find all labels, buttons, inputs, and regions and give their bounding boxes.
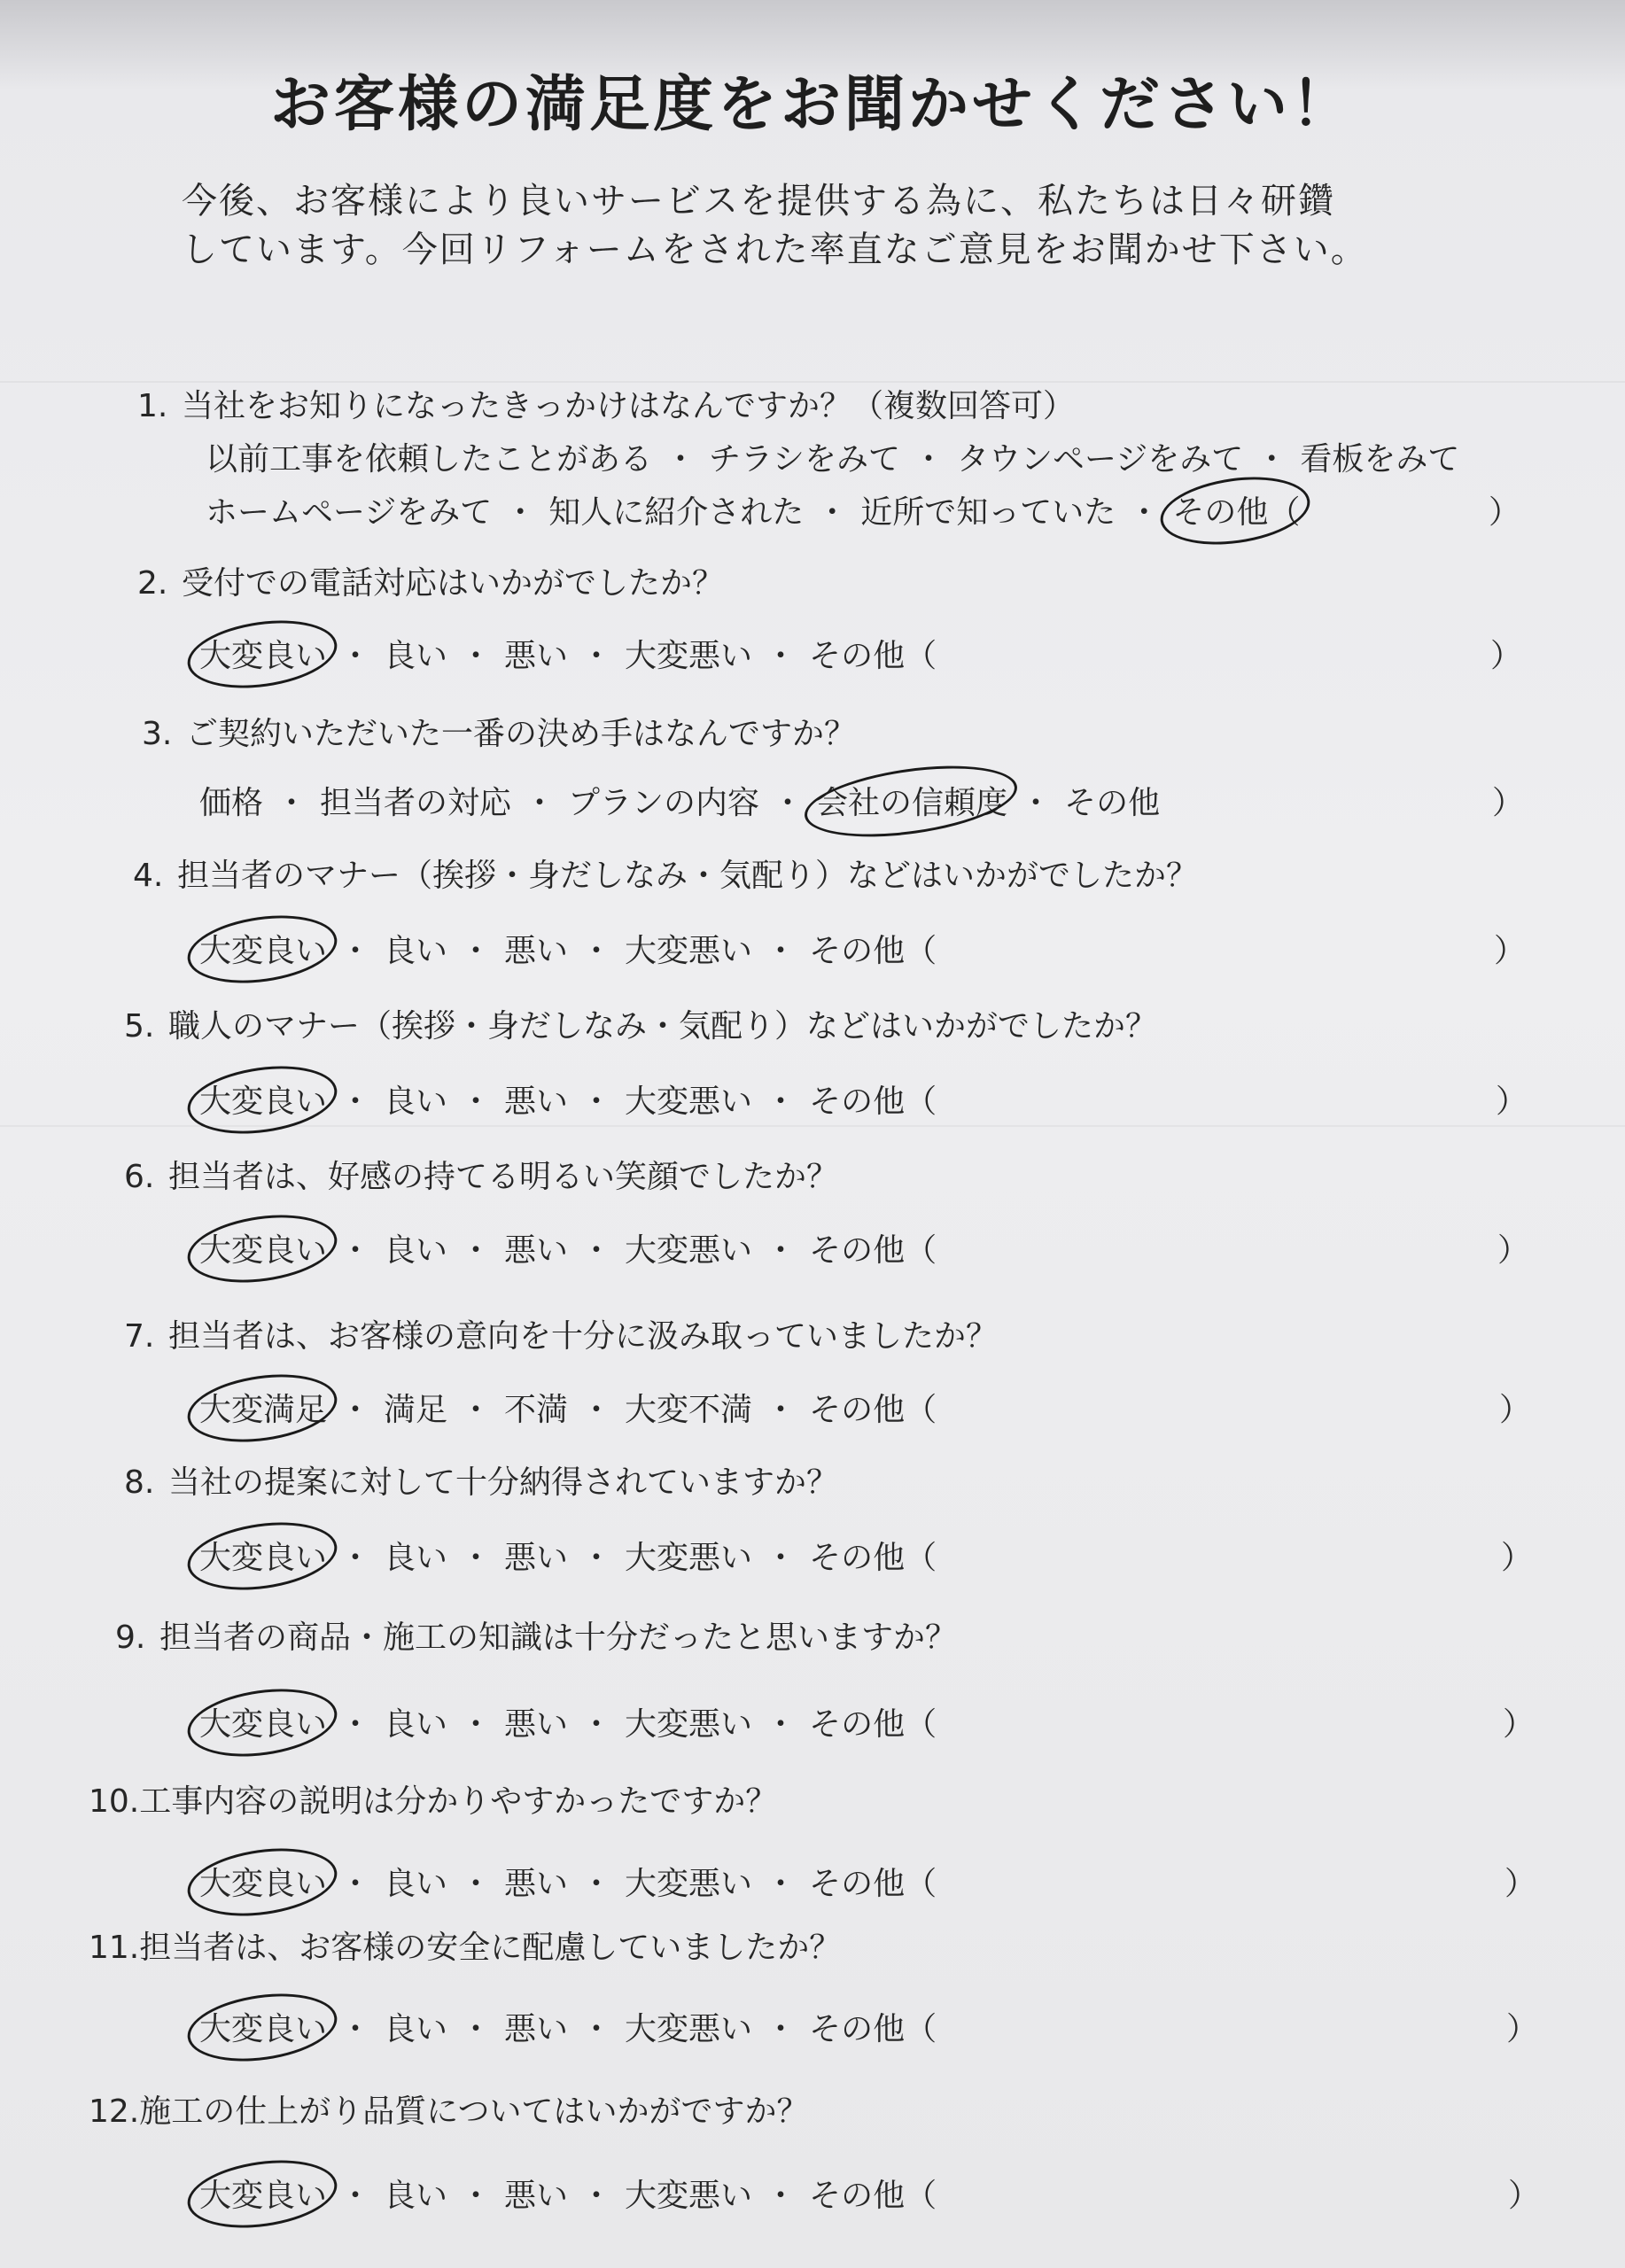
answer-option[interactable]: 価格: [199, 785, 264, 821]
question-text: [137, 558, 724, 603]
question-number: 3.: [142, 716, 173, 752]
answer-option[interactable]: その他（: [809, 1540, 937, 1576]
option-separator: ・: [460, 1866, 493, 1902]
handwritten-circle-mark: [183, 1985, 342, 2070]
option-separator: ・: [580, 933, 613, 969]
question-number: 6.: [124, 1159, 155, 1195]
answer-option-selected[interactable]: その他（: [1172, 487, 1300, 532]
answer-option[interactable]: その他（: [809, 1706, 937, 1743]
option-separator: ・: [1020, 785, 1053, 821]
answer-option[interactable]: 大変悪い: [625, 1084, 753, 1120]
question-text: [89, 1922, 841, 1968]
answer-option[interactable]: プランの内容: [568, 785, 760, 821]
answer-option-selected[interactable]: 大変良い: [199, 2004, 327, 2049]
answer-option[interactable]: 大変悪い: [625, 933, 753, 969]
answer-option[interactable]: 大変悪い: [625, 638, 753, 674]
handwritten-circle-mark: [183, 907, 342, 992]
answer-options-row: [199, 926, 937, 971]
answer-option[interactable]: 担当者の対応: [320, 785, 512, 821]
answer-option[interactable]: 大変悪い: [625, 1232, 753, 1269]
option-separator: ・: [765, 638, 797, 674]
handwritten-circle-mark: [183, 1840, 342, 1925]
close-paren: ）: [1490, 638, 1523, 674]
option-separator: ・: [765, 1392, 797, 1428]
answer-options-row: [199, 1385, 937, 1430]
answer-option-selected[interactable]: 大変良い: [199, 1859, 327, 1904]
handwritten-circle-mark: [1156, 469, 1315, 554]
option-separator: ・: [765, 1084, 797, 1120]
question-number: 2.: [137, 565, 168, 602]
page-title: お客様の満足度をお聞かせください！: [269, 70, 1355, 140]
answer-option[interactable]: 悪い: [504, 933, 569, 969]
close-paren: ）: [1497, 1232, 1530, 1269]
question-text: [115, 1612, 957, 1658]
answer-option[interactable]: 良い: [384, 933, 448, 969]
answer-option[interactable]: タウンページをみて: [957, 441, 1244, 478]
answer-option[interactable]: 悪い: [504, 1232, 569, 1269]
answer-options-row: [206, 487, 1300, 532]
answer-option[interactable]: 大変不満: [625, 1392, 753, 1428]
option-separator: ・: [339, 1866, 372, 1902]
question-number: 4.: [133, 858, 164, 894]
question-number: 1.: [137, 388, 168, 424]
intro-line-2: しています。今回リフォームをされた率直なご意見をお聞かせ下さい。: [182, 229, 1368, 270]
answer-option-selected[interactable]: 大変良い: [199, 631, 327, 676]
close-paren: ）: [1503, 1706, 1536, 1743]
question-text: [142, 709, 856, 754]
option-separator: ・: [765, 1706, 797, 1743]
question-number: 12.: [89, 2093, 140, 2130]
answer-option[interactable]: その他（: [809, 1084, 937, 1120]
answer-option[interactable]: 満足: [384, 1392, 448, 1428]
close-paren: ）: [1494, 933, 1527, 969]
answer-option-selected[interactable]: 大変良い: [199, 1699, 327, 1744]
question-label: 担当者は、お客様の意向を十分に汲み取っていましたか？: [168, 1318, 999, 1355]
option-separator: ・: [504, 494, 537, 531]
question-text: [133, 850, 1198, 896]
answer-option[interactable]: その他（: [809, 638, 937, 674]
answer-options-row: [199, 2004, 937, 2049]
answer-option[interactable]: 悪い: [504, 1706, 569, 1743]
option-separator: ・: [276, 785, 308, 821]
answer-option[interactable]: その他（: [809, 1866, 937, 1902]
answer-option[interactable]: 良い: [384, 638, 448, 674]
question-text: [124, 1457, 838, 1503]
answer-option-selected[interactable]: 大変良い: [199, 1076, 327, 1122]
answer-option[interactable]: 良い: [384, 2011, 448, 2047]
question-number: 9.: [115, 1619, 146, 1656]
answer-option[interactable]: 悪い: [504, 1084, 569, 1120]
answer-options-row: [199, 631, 937, 676]
close-paren: ）: [1508, 2178, 1541, 2214]
option-separator: ・: [460, 2011, 493, 2047]
answer-option[interactable]: 大変悪い: [625, 1540, 753, 1576]
option-separator: ・: [765, 933, 797, 969]
answer-options-row: [199, 1076, 937, 1122]
handwritten-circle-mark: [183, 2152, 342, 2237]
option-separator: ・: [580, 1084, 613, 1120]
answer-option[interactable]: 良い: [384, 1084, 448, 1120]
answer-option[interactable]: 大変悪い: [625, 1706, 753, 1743]
option-separator: ・: [339, 1232, 372, 1269]
close-paren: ）: [1496, 1084, 1528, 1120]
option-separator: ・: [339, 1392, 372, 1428]
question-number: 5.: [124, 1008, 155, 1045]
answer-option[interactable]: 以前工事を依頼したことがある: [206, 441, 653, 478]
option-separator: ・: [765, 2178, 797, 2214]
answer-option[interactable]: 大変悪い: [625, 1866, 753, 1902]
answer-option-selected[interactable]: 大変満足: [199, 1385, 327, 1430]
handwritten-circle-mark: [183, 1058, 342, 1143]
close-paren: ）: [1501, 1540, 1534, 1576]
option-separator: ・: [339, 638, 372, 674]
question-label: 担当者のマナー（挨拶・身だしなみ・気配り）などはいかがでしたか？: [177, 858, 1199, 894]
option-separator: ・: [460, 2178, 493, 2214]
answer-option[interactable]: 良い: [384, 1232, 448, 1269]
close-paren: ）: [1492, 785, 1525, 821]
answer-options-row: [199, 1533, 937, 1578]
answer-option[interactable]: その他: [1064, 785, 1161, 821]
question-text: [89, 1776, 777, 1821]
answer-options-row: [199, 1699, 937, 1744]
option-separator: ・: [765, 2011, 797, 2047]
question-label: 担当者は、お客様の安全に配慮していましたか？: [139, 1930, 842, 1966]
answer-option[interactable]: 悪い: [504, 2178, 569, 2214]
question-label: 担当者の商品・施工の知識は十分だったと思いますか？: [159, 1619, 958, 1656]
handwritten-circle-mark: [183, 612, 342, 697]
handwritten-circle-mark: [800, 755, 1022, 849]
answer-options-row: [199, 1859, 937, 1904]
option-separator: ・: [580, 1232, 613, 1269]
answer-options-row: [199, 1225, 937, 1270]
question-text: [124, 1311, 998, 1356]
question-label: 工事内容の説明は分かりやすかったですか？: [139, 1783, 778, 1820]
handwritten-circle-mark: [183, 1366, 342, 1451]
option-separator: ・: [580, 1866, 613, 1902]
question-text: [124, 1152, 838, 1197]
option-separator: ・: [765, 1540, 797, 1576]
option-separator: ・: [580, 638, 613, 674]
answer-option[interactable]: ホームページをみて: [206, 494, 493, 531]
option-separator: ・: [580, 1392, 613, 1428]
option-separator: ・: [339, 933, 372, 969]
close-paren: ）: [1504, 1866, 1537, 1902]
answer-option[interactable]: その他（: [809, 2011, 937, 2047]
answer-option[interactable]: 近所で知っていた: [860, 494, 1116, 531]
close-paren: ）: [1489, 494, 1521, 531]
answer-option[interactable]: 看板をみて: [1300, 441, 1460, 478]
answer-option[interactable]: その他（: [809, 2178, 937, 2214]
option-separator: ・: [1128, 494, 1161, 531]
question-label: 担当者は、好感の持てる明るい笑顔でしたか？: [168, 1159, 839, 1195]
option-separator: ・: [339, 1706, 372, 1743]
option-separator: ・: [765, 1866, 797, 1902]
option-separator: ・: [580, 2178, 613, 2214]
option-separator: ・: [460, 1706, 493, 1743]
answer-options-row: [199, 2171, 937, 2216]
option-separator: ・: [816, 494, 849, 531]
answer-option[interactable]: 知人に紹介された: [548, 494, 805, 531]
question-number: 10.: [89, 1783, 140, 1820]
question-text: [89, 2086, 809, 2132]
answer-option-selected[interactable]: 大変良い: [199, 1225, 327, 1270]
question-number: 11.: [89, 1930, 140, 1966]
option-separator: ・: [913, 441, 945, 478]
answer-option-selected[interactable]: 大変良い: [199, 2171, 327, 2216]
option-separator: ・: [765, 1232, 797, 1269]
option-separator: ・: [460, 1232, 493, 1269]
answer-option[interactable]: その他（: [809, 1232, 937, 1269]
answer-option[interactable]: 悪い: [504, 2011, 569, 2047]
option-separator: ・: [339, 2178, 372, 2214]
option-separator: ・: [665, 441, 697, 478]
answer-option-selected[interactable]: 会社の信頼度: [816, 778, 1007, 823]
question-label: 当社の提案に対して十分納得されていますか？: [168, 1464, 839, 1501]
option-separator: ・: [580, 1540, 613, 1576]
handwritten-circle-mark: [183, 1514, 342, 1599]
answer-option[interactable]: チラシをみて: [709, 441, 901, 478]
question-number: 7.: [124, 1318, 155, 1355]
answer-option[interactable]: その他（: [809, 1392, 937, 1428]
answer-option[interactable]: 不満: [504, 1392, 569, 1428]
option-separator: ・: [580, 2011, 613, 2047]
option-separator: ・: [339, 1540, 372, 1576]
answer-options-row: [206, 434, 1459, 479]
answer-option[interactable]: 良い: [384, 1706, 448, 1743]
answer-option[interactable]: 悪い: [504, 638, 569, 674]
handwritten-circle-mark: [183, 1207, 342, 1292]
answer-option[interactable]: 良い: [384, 2178, 448, 2214]
answer-options-row: [199, 778, 1160, 823]
answer-option[interactable]: 良い: [384, 1540, 448, 1576]
option-separator: ・: [460, 1392, 493, 1428]
close-paren: ）: [1506, 2011, 1539, 2047]
answer-option-selected[interactable]: 大変良い: [199, 1533, 327, 1578]
question-label: ご契約いただいた一番の決め手はなんですか？: [186, 716, 857, 752]
answer-option[interactable]: 悪い: [504, 1866, 569, 1902]
option-separator: ・: [772, 785, 805, 821]
question-text: [137, 381, 1075, 426]
option-separator: ・: [460, 1084, 493, 1120]
answer-option[interactable]: その他（: [809, 933, 937, 969]
option-separator: ・: [580, 1706, 613, 1743]
question-label: 施工の仕上がり品質についてはいかがですか？: [139, 2093, 809, 2130]
close-paren: ）: [1499, 1392, 1532, 1428]
question-label: 受付での電話対応はいかがでしたか？: [182, 565, 725, 602]
answer-option[interactable]: 悪い: [504, 1540, 569, 1576]
option-separator: ・: [339, 2011, 372, 2047]
question-label: 職人のマナー（挨拶・身だしなみ・気配り）などはいかがでしたか？: [168, 1008, 1158, 1045]
paper-crease: [0, 1125, 1625, 1127]
question-label: 当社をお知りになったきっかけはなんですか？（複数回答可）: [182, 388, 1076, 424]
answer-option[interactable]: 大変悪い: [625, 2178, 753, 2214]
intro-line-1: 今後、お客様により良いサービスを提供する為に、私たちは日々研鑽: [182, 181, 1335, 221]
option-separator: ・: [339, 1084, 372, 1120]
handwritten-circle-mark: [183, 1681, 342, 1766]
answer-option[interactable]: 良い: [384, 1866, 448, 1902]
option-separator: ・: [524, 785, 556, 821]
answer-option-selected[interactable]: 大変良い: [199, 926, 327, 971]
answer-option[interactable]: 大変悪い: [625, 2011, 753, 2047]
option-separator: ・: [460, 638, 493, 674]
question-number: 8.: [124, 1464, 155, 1501]
option-separator: ・: [1256, 441, 1288, 478]
question-text: [124, 1001, 1157, 1046]
option-separator: ・: [460, 1540, 493, 1576]
option-separator: ・: [460, 933, 493, 969]
